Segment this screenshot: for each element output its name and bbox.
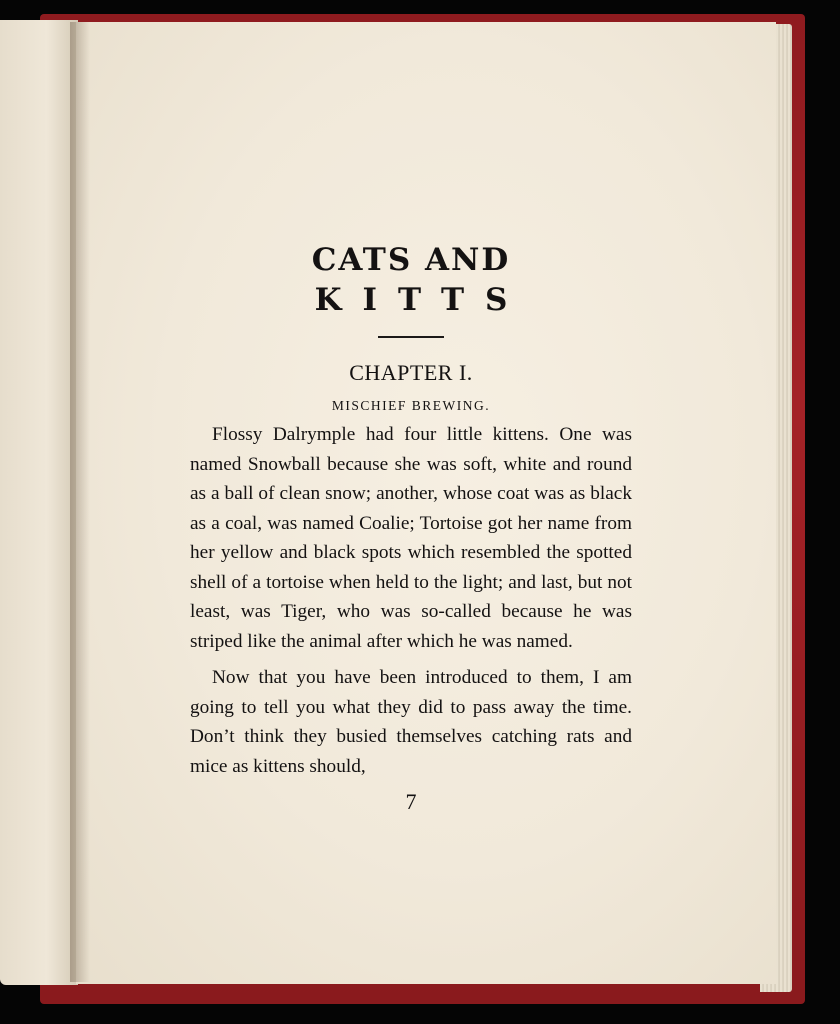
chapter-subtitle: MISCHIEF BREWING. — [331, 398, 491, 413]
left-page — [0, 20, 78, 985]
right-page — [76, 22, 776, 984]
paragraph-2: Now that you have been introduced to them, I am going to tell you what they did to pass away the time. Don’t think they busied themselves catching rats and mice as kittens should, — [190, 667, 632, 777]
book-gutter — [70, 22, 90, 982]
book-title — [190, 240, 632, 320]
page-content — [190, 240, 632, 815]
title-rule — [378, 336, 444, 338]
paragraph-1: Flossy Dalrymple had four little kittens. One was named Snowball because she was soft, white and round as a ball of clean snow; another, whose coat was as black as a coal, was named Coalie; Tortoise got her name from her yellow and black spots which resembled the spotted shell of a tortoise when held to the light; and last, but not least, was Tiger, who was so-called because he was striped like the animal after which he was named. — [190, 424, 632, 652]
chapter-heading: CHAPTER I. — [349, 360, 473, 385]
book-title-line-2: KITTS — [314, 282, 529, 318]
book-title-line-1: CATS AND — [311, 242, 511, 278]
page-number: 7 — [405, 789, 417, 814]
